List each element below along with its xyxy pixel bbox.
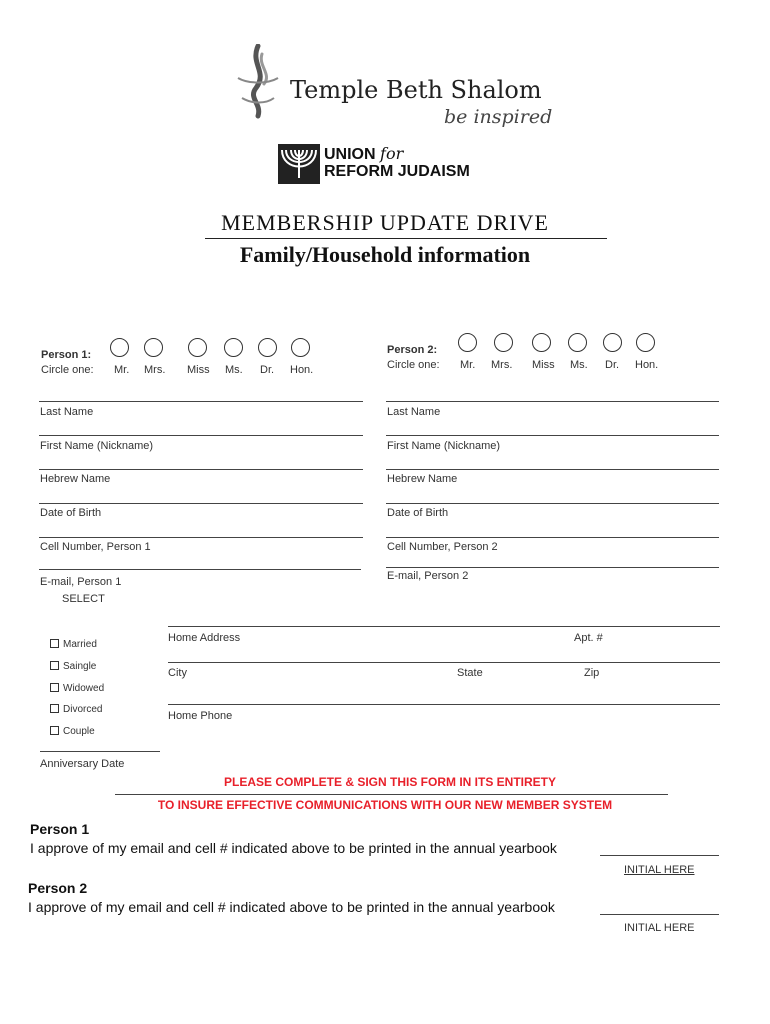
apt-label: Apt. # <box>574 632 603 644</box>
state-label: State <box>457 667 483 679</box>
person1-circle-mrs[interactable] <box>144 338 163 357</box>
checkbox-icon <box>50 639 59 648</box>
person2-title-mr: Mr. <box>460 359 476 371</box>
city-line[interactable] <box>168 662 720 663</box>
consent-person2-initial-line[interactable] <box>600 914 719 915</box>
person2-title-miss: Miss <box>532 359 555 371</box>
consent-person2-heading: Person 2 <box>28 880 88 896</box>
person2-first-name-line[interactable] <box>386 435 719 436</box>
status-married[interactable] <box>50 639 97 650</box>
consent-person1-initial-line[interactable] <box>600 855 719 856</box>
checkbox-icon <box>50 726 59 735</box>
person2-last-name-label: Last Name <box>387 406 441 418</box>
person2-circle-miss[interactable] <box>532 333 551 352</box>
home-address-label: Home Address <box>168 632 241 644</box>
person1-title-mr: Mr. <box>114 364 130 376</box>
person2-circle-ms[interactable] <box>568 333 587 352</box>
checkbox-icon <box>50 704 59 713</box>
urj-line2: REFORM JUDAISM <box>324 163 470 180</box>
status-couple[interactable] <box>50 726 95 737</box>
status-single-label: Saingle <box>63 661 97 672</box>
home-address-line[interactable] <box>168 626 720 627</box>
person1-email-label: E-mail, Person 1 <box>40 576 122 588</box>
person2-circle-mr[interactable] <box>458 333 477 352</box>
person1-title-ms: Ms. <box>225 364 243 376</box>
person2-circle-mrs[interactable] <box>494 333 513 352</box>
person1-cell-line[interactable] <box>39 537 363 538</box>
person1-dob-line[interactable] <box>39 503 363 504</box>
consent-person2-initial-label: INITIAL HERE <box>624 922 695 934</box>
form-subtitle: Family/Household information <box>239 242 531 267</box>
person1-circle-dr[interactable] <box>258 338 277 357</box>
checkbox-icon <box>50 683 59 692</box>
person1-cell-label: Cell Number, Person 1 <box>40 541 151 553</box>
person1-circle-label: Circle one: <box>41 364 94 376</box>
tagline: be inspired <box>444 106 553 128</box>
person2-first-name-label: First Name (Nickname) <box>387 440 501 452</box>
status-widowed[interactable] <box>50 683 104 694</box>
person1-hebrew-name-line[interactable] <box>39 469 363 470</box>
person1-heading: Person 1: <box>41 349 92 361</box>
person1-first-name-line[interactable] <box>39 435 363 436</box>
person1-dob-label: Date of Birth <box>40 507 102 519</box>
form-title: MEMBERSHIP UPDATE DRIVE <box>221 210 549 235</box>
person1-title-dr: Dr. <box>260 364 275 376</box>
person1-hebrew-name-label: Hebrew Name <box>40 473 111 485</box>
person1-circle-mr[interactable] <box>110 338 129 357</box>
status-widowed-label: Widowed <box>63 683 105 694</box>
anniversary-label: Anniversary Date <box>40 758 125 770</box>
person1-last-name-line[interactable] <box>39 401 363 402</box>
urj-union: UNION <box>324 146 376 163</box>
person1-title-miss: Miss <box>187 364 210 376</box>
person2-title-hon: Hon. <box>635 359 659 371</box>
notice-line2: TO INSURE EFFECTIVE COMMUNICATIONS WITH OUR NEW MEMBER SYSTEM <box>157 798 613 812</box>
person1-circle-ms[interactable] <box>224 338 243 357</box>
person1-first-name-label: First Name (Nickname) <box>40 440 154 452</box>
urj-for: for <box>380 144 404 163</box>
person2-title-dr: Dr. <box>605 359 620 371</box>
home-phone-label: Home Phone <box>168 710 233 722</box>
person1-email-line[interactable] <box>39 569 361 570</box>
consent-person2-text: I approve of my email and cell # indicated above to be printed in the annual yearbook <box>28 899 555 915</box>
status-married-label: Married <box>63 639 97 650</box>
person2-circle-hon[interactable] <box>636 333 655 352</box>
person1-title-hon: Hon. <box>290 364 314 376</box>
status-couple-label: Couple <box>63 726 95 737</box>
home-phone-line[interactable] <box>168 704 720 705</box>
person1-last-name-label: Last Name <box>40 406 94 418</box>
person2-hebrew-name-label: Hebrew Name <box>387 473 458 485</box>
status-divorced-label: Divorced <box>63 704 103 715</box>
person2-cell-line[interactable] <box>386 537 719 538</box>
consent-person1-initial-label <box>624 864 695 876</box>
notice-line1: PLEASE COMPLETE & SIGN THIS FORM IN ITS ENTIRETY <box>223 775 557 789</box>
person1-title-mrs: Mrs. <box>144 364 166 376</box>
select-label: SELECT <box>62 593 105 605</box>
person2-hebrew-name-line[interactable] <box>386 469 719 470</box>
notice-rule <box>115 794 668 795</box>
person2-heading: Person 2: <box>387 344 438 356</box>
menorah-logo-icon <box>278 144 320 184</box>
status-divorced[interactable] <box>50 704 102 715</box>
title-rule <box>205 238 607 239</box>
person1-circle-miss[interactable] <box>188 338 207 357</box>
flame-logo-icon <box>228 44 288 124</box>
temple-name: Temple Beth Shalom <box>290 76 542 104</box>
person2-title-mrs: Mrs. <box>491 359 513 371</box>
consent-person1-text: I approve of my email and cell # indicated above to be printed in the annual yearbook <box>30 840 557 856</box>
person2-dob-line[interactable] <box>386 503 719 504</box>
anniversary-line[interactable] <box>40 751 160 752</box>
person2-circle-dr[interactable] <box>603 333 622 352</box>
person2-email-label: E-mail, Person 2 <box>387 570 469 582</box>
consent-person1-heading: Person 1 <box>30 821 90 837</box>
person2-dob-label: Date of Birth <box>387 507 449 519</box>
checkbox-icon <box>50 661 59 670</box>
zip-label: Zip <box>584 667 600 679</box>
person2-email-line[interactable] <box>386 567 719 568</box>
person1-circle-hon[interactable] <box>291 338 310 357</box>
person2-title-ms: Ms. <box>570 359 588 371</box>
status-single[interactable] <box>50 661 96 672</box>
urj-line1 <box>324 144 403 164</box>
person2-last-name-line[interactable] <box>386 401 719 402</box>
person2-circle-label: Circle one: <box>387 359 440 371</box>
initial-here-text: INITIAL HERE <box>624 864 695 876</box>
city-label: City <box>168 667 187 679</box>
person2-cell-label: Cell Number, Person 2 <box>387 541 498 553</box>
